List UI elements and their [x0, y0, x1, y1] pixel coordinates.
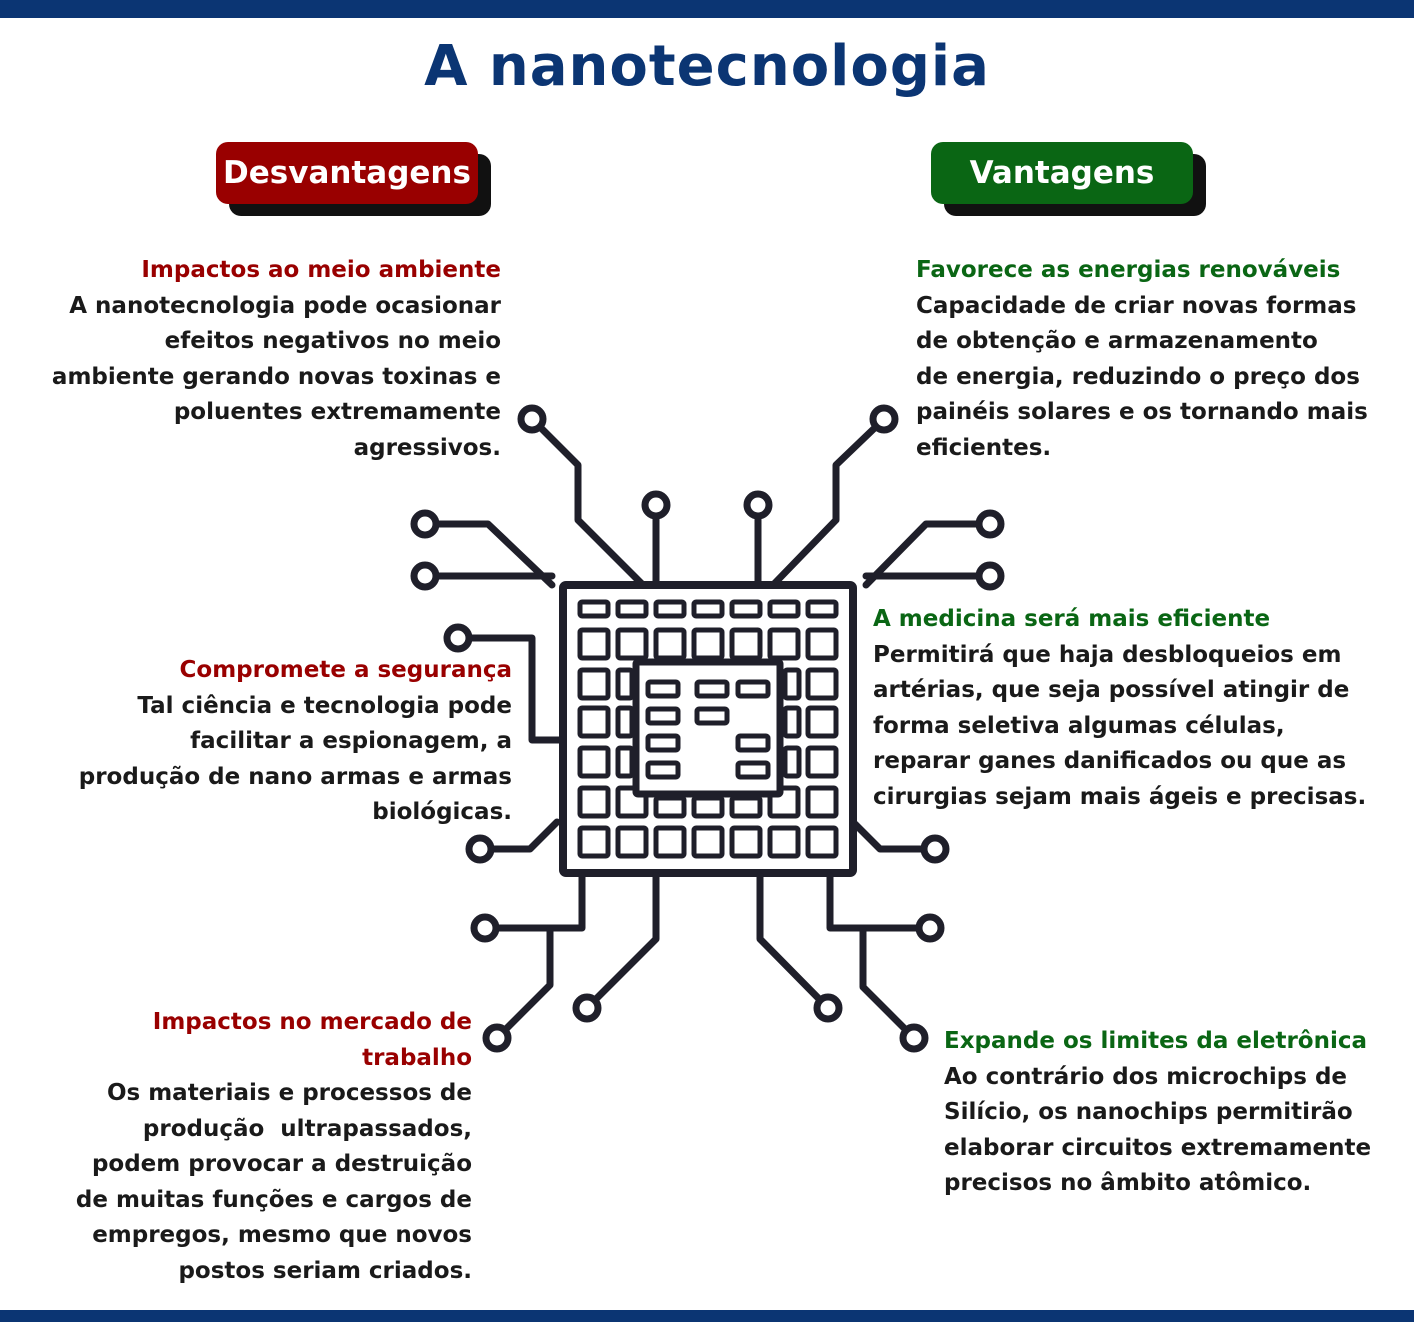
disadvantage-text-line: de muitas funções e cargos de	[75, 1186, 472, 1213]
disadvantage-text-line: podem provocar a destruição	[91, 1151, 472, 1177]
advantage-text-line: Permitirá que haja desbloqueios em	[873, 641, 1342, 668]
advantage-text-line: artérias, que seja possível atingir de	[873, 677, 1350, 703]
advantage-text-line: elaborar circuitos extremamente	[944, 1134, 1372, 1161]
advantage-title: Favorece as energias renováveis	[916, 257, 1341, 283]
disadvantage-text-line: agressivos.	[353, 434, 501, 461]
advantages-badge: Vantagens	[931, 142, 1193, 204]
disadvantage-title: Impactos no mercado de	[152, 1009, 472, 1035]
advantage-text-line: Capacidade de criar novas formas	[916, 292, 1357, 319]
disadvantage-title: Compromete a segurança	[179, 657, 512, 683]
disadvantages-badge: Desvantagens	[216, 142, 478, 204]
advantage-text-line: Ao contrário dos microchips de	[944, 1063, 1348, 1090]
advantage-text-line: de obtenção e armazenamento	[916, 328, 1318, 354]
disadvantage-text-line: facilitar a espionagem, a	[190, 728, 512, 754]
advantage-text-line: forma seletiva algumas células,	[873, 712, 1285, 739]
disadvantage-title: trabalho	[362, 1044, 472, 1071]
advantage-text-line: precisos no âmbito atômico.	[944, 1170, 1312, 1196]
disadvantage-text-line: Os materiais e processos de	[106, 1080, 472, 1106]
advantage-title: A medicina será mais eficiente	[873, 606, 1271, 632]
disadvantage-text-line: efeitos negativos no meio	[164, 328, 501, 354]
disadvantage-text-line: produção de nano armas e armas	[78, 763, 512, 790]
disadvantage-text-line: postos seriam criados.	[178, 1257, 472, 1284]
page-title: A nanotecnologia	[424, 34, 990, 99]
disadvantage-text-line: Tal ciência e tecnologia pode	[137, 692, 512, 719]
disadvantage-text-line: biológicas.	[372, 799, 512, 825]
disadvantage-text-line: empregos, mesmo que novos	[92, 1222, 472, 1248]
disadvantage-title: Impactos ao meio ambiente	[141, 257, 501, 283]
advantage-text-line: Silício, os nanochips permitirão	[944, 1099, 1353, 1125]
disadvantage-text-line: ambiente gerando novas toxinas e	[51, 363, 501, 390]
advantage-title: Expande os limites da eletrônica	[944, 1028, 1368, 1054]
disadvantage-text-line: A nanotecnologia pode ocasionar	[69, 292, 501, 319]
advantage-text-line: de energia, reduzindo o preço dos	[916, 363, 1360, 390]
advantage-text-line: eficientes.	[916, 434, 1052, 461]
advantage-text-line: cirurgias sejam mais ágeis e precisas.	[873, 783, 1367, 810]
disadvantage-text-line: poluentes extremamente	[173, 399, 501, 425]
advantage-text-line: reparar ganes danificados ou que as	[873, 748, 1347, 774]
advantage-text-line: painéis solares e os tornando mais	[916, 399, 1368, 425]
disadvantage-text-line: produção ultrapassados,	[142, 1115, 472, 1142]
